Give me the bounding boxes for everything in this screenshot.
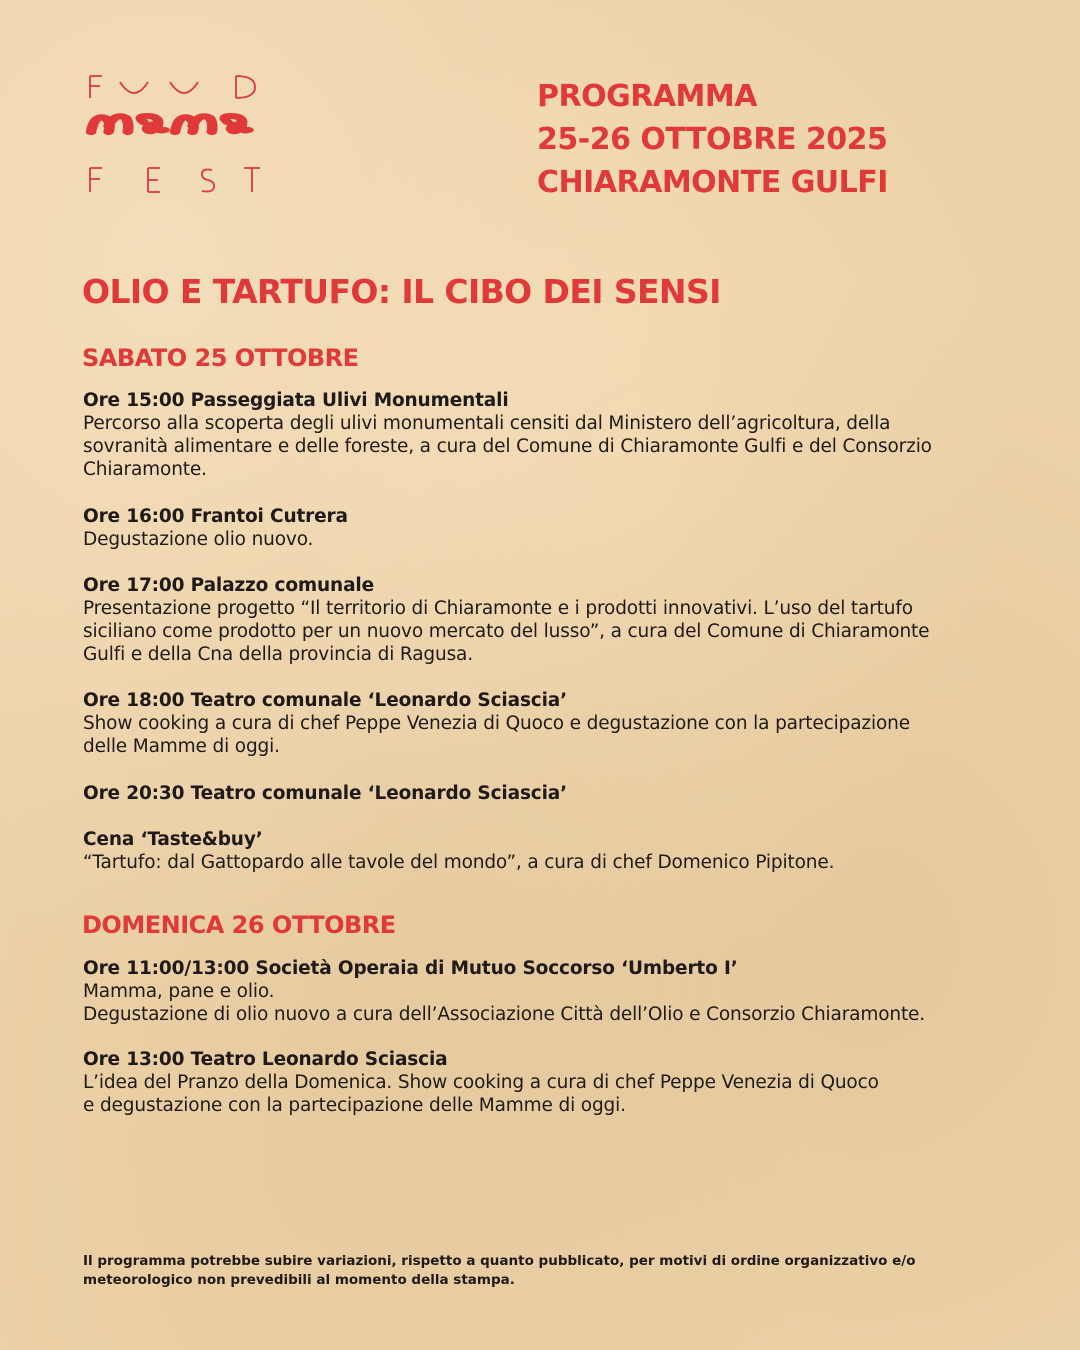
event-title: Ore 17:00 Palazzo comunale: [83, 575, 374, 596]
header-dates: 25-26 OTTOBRE 2025: [537, 122, 888, 157]
event-item: [83, 957, 1023, 1026]
event-item: [83, 505, 1023, 551]
event-description-line: e degustazione con la partecipazione delle Mamme di oggi.: [83, 1095, 626, 1116]
event-description-line: Gulfi e della Cna della provincia di Ragusa.: [83, 644, 473, 665]
event-description-line: siciliano come prodotto per un nuovo mercato del lusso”, a cura del Comune di Chiaramonte: [83, 621, 930, 642]
event-title: Ore 11:00/13:00 Società Operaia di Mutuo Soccorso ‘Umberto I’: [83, 958, 738, 979]
event-item: [83, 689, 1023, 758]
event-item: [83, 1048, 1023, 1117]
event-description-line: “Tartufo: dal Gattopardo alle tavole del mondo”, a cura di chef Domenico Pipitone.: [83, 852, 835, 873]
disclaimer-line: meteorologico non prevedibili al momento della stampa.: [83, 1272, 515, 1288]
event-description-line: Presentazione progetto “Il territorio di Chiaramonte e i prodotti innovativi. L’uso del tartufo: [83, 598, 913, 619]
event-title: Ore 20:30 Teatro comunale ‘Leonardo Sciascia’: [83, 783, 568, 804]
event-title: Ore 13:00 Teatro Leonardo Sciascia: [83, 1049, 448, 1070]
event-item: [83, 828, 1023, 874]
header-programma: PROGRAMMA: [537, 79, 757, 114]
logo-graphic: [84, 70, 264, 200]
event-description-line: Chiaramonte.: [83, 459, 207, 480]
event-description-line: L’idea del Pranzo della Domenica. Show cooking a cura di chef Peppe Venezia di Quoco: [83, 1072, 879, 1093]
disclaimer-line: Il programma potrebbe subire variazioni, rispetto a quanto pubblicato, per motivi di ordine organizzativo e/o: [83, 1253, 916, 1269]
event-item: [83, 389, 1023, 481]
event-description-line: Mamma, pane e olio.: [83, 981, 275, 1002]
food-mama-fest-logo: [84, 70, 264, 200]
event-title: Ore 18:00 Teatro comunale ‘Leonardo Sciascia’: [83, 690, 568, 711]
main-title: OLIO E TARTUFO: IL CIBO DEI SENSI: [82, 272, 721, 311]
event-description-line: Degustazione olio nuovo.: [83, 529, 314, 550]
event-description-line: sovranità alimentare e delle foreste, a cura del Comune di Chiaramonte Gulfi e del Consorzio: [83, 436, 932, 457]
disclaimer: [83, 1252, 983, 1290]
event-description-line: Percorso alla scoperta degli ulivi monumentali censiti dal Ministero dell’agricoltura, della: [83, 413, 891, 434]
event-item: [83, 782, 1023, 805]
event-title: Ore 16:00 Frantoi Cutrera: [83, 506, 348, 527]
event-title: Ore 15:00 Passeggiata Ulivi Monumentali: [83, 390, 509, 411]
header-location: CHIARAMONTE GULFI: [537, 165, 888, 200]
program-header: [537, 75, 1037, 204]
event-description-line: Show cooking a cura di chef Peppe Venezia di Quoco e degustazione con la partecipazione: [83, 713, 910, 734]
event-description-line: Degustazione di olio nuovo a cura dell’Associazione Città dell’Olio e Consorzio Chiaramonte.: [83, 1004, 926, 1025]
day-title-sunday: DOMENICA 26 OTTOBRE: [82, 911, 396, 939]
event-item: [83, 574, 1023, 666]
day-title-saturday: SABATO 25 OTTOBRE: [82, 344, 359, 372]
event-title: Cena ‘Taste&buy’: [83, 829, 263, 850]
event-description-line: delle Mamme di oggi.: [83, 736, 280, 757]
